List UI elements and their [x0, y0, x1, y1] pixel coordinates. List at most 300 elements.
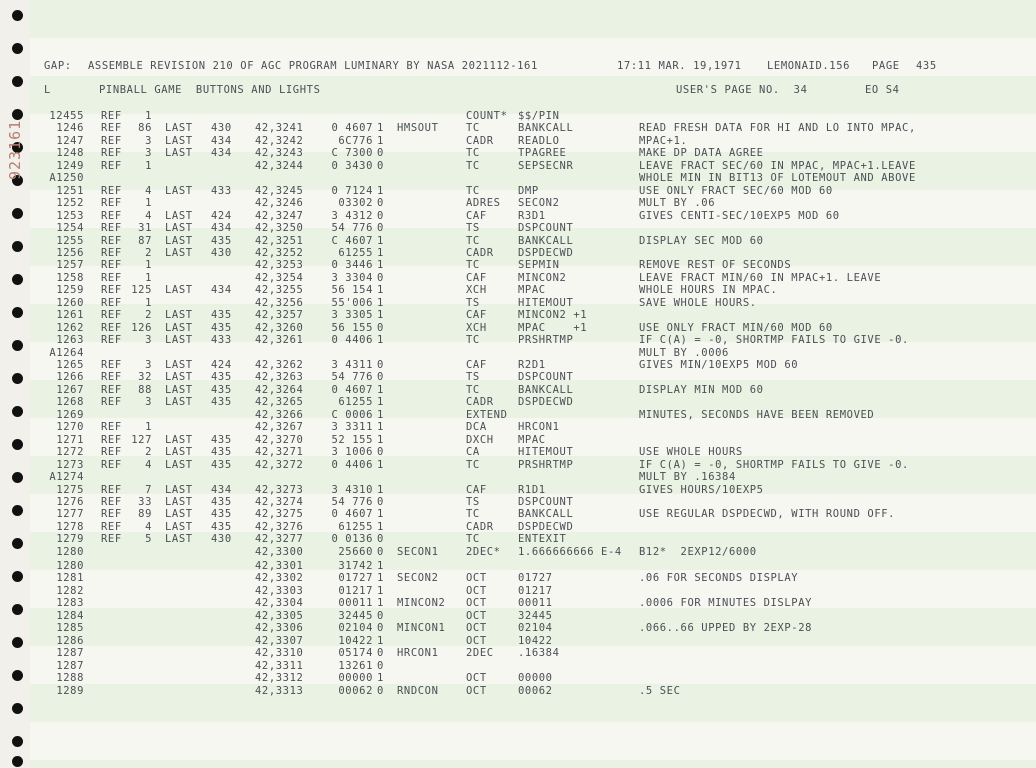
row-last-marker: LAST	[165, 134, 193, 147]
row-opcode: TC	[466, 458, 480, 471]
row-address: 42,3241	[255, 122, 304, 135]
row-comment: READ FRESH DATA FOR HI AND LO INTO MPAC,	[639, 122, 916, 135]
row-line-number: 1256	[56, 246, 84, 259]
row-opcode: OCT	[466, 597, 487, 610]
row-address: 42,3276	[255, 520, 304, 533]
row-parity-flag: 1	[377, 508, 384, 521]
row-parity-flag: 0	[377, 545, 384, 558]
row-line-number: 1246	[56, 122, 84, 135]
row-comment: GIVES MIN/10EXP5 MOD 60	[639, 359, 799, 371]
row-octal-word: 56 154	[331, 284, 373, 297]
row-comment: USE WHOLE HOURS	[639, 446, 743, 459]
row-line-number: 1280	[56, 545, 84, 558]
row-address: 42,3243	[255, 147, 304, 160]
row-ref-count: 31	[138, 222, 152, 235]
row-last-marker: LAST	[165, 309, 193, 322]
row-line-number: 1275	[56, 483, 84, 496]
row-operand: DMP	[518, 184, 539, 197]
row-last-marker: LAST	[165, 321, 193, 334]
row-ref-marker: REF	[101, 371, 122, 384]
row-ref-count: 127	[131, 433, 152, 446]
row-octal-word: 3 4312	[331, 209, 373, 222]
row-line-number: 1273	[56, 458, 84, 471]
row-comment: WHOLE MIN IN BIT13 OF LOTEMOUT AND ABOVE	[639, 172, 916, 185]
row-ref-marker: REF	[101, 259, 122, 272]
row-octal-word: 0 3430	[331, 159, 373, 172]
row-octal-word: 0 3446	[331, 259, 373, 272]
row-ref-count: 7	[145, 483, 152, 496]
row-ref-marker: REF	[101, 122, 122, 135]
row-octal-word: C 7300	[331, 147, 373, 160]
row-octal-word: 0 7124	[331, 184, 373, 197]
row-line-number: 1258	[56, 271, 84, 284]
row-opcode: OCT	[466, 572, 487, 585]
row-opcode: DCA	[466, 421, 487, 434]
row-address: 42,3307	[255, 634, 304, 647]
row-address: 42,3264	[255, 383, 304, 396]
row-opcode: TC	[466, 147, 480, 160]
row-ref-marker: REF	[101, 433, 122, 446]
row-address: 42,3253	[255, 259, 304, 272]
row-line-number: 1271	[56, 433, 84, 446]
row-address: 42,3242	[255, 134, 304, 147]
row-octal-word: 55'006	[331, 296, 373, 309]
row-operand: DSPCOUNT	[518, 222, 574, 235]
row-address: 42,3271	[255, 446, 304, 459]
row-last-marker: LAST	[165, 396, 193, 409]
row-line-number: 1287	[56, 659, 84, 672]
row-address: 42,3244	[255, 159, 304, 172]
row-octal-word: 52 155	[331, 433, 373, 446]
row-opcode: TC	[466, 334, 480, 347]
row-comment: REMOVE REST OF SECONDS	[639, 259, 792, 272]
row-symbol-label: MINCON1	[397, 622, 446, 635]
row-opcode: XCH	[466, 284, 487, 297]
row-last-marker: LAST	[165, 147, 193, 160]
row-last-page: 435	[211, 495, 232, 508]
row-opcode: CAF	[466, 271, 487, 284]
row-line-number: 1266	[56, 371, 84, 384]
row-ref-marker: REF	[101, 321, 122, 334]
row-comment: LEAVE FRACT SEC/60 IN MPAC, MPAC+1.LEAVE	[639, 159, 916, 172]
punch-hole	[12, 439, 23, 450]
row-operand: $$/PIN	[518, 110, 560, 122]
row-address: 42,3274	[255, 495, 304, 508]
row-comment: USE ONLY FRACT SEC/60 MOD 60	[639, 184, 833, 197]
row-opcode: TC	[466, 234, 480, 247]
row-operand: ENTEXIT	[518, 533, 567, 546]
row-last-page: 430	[211, 246, 232, 259]
row-octal-word: 61255	[338, 246, 373, 259]
row-opcode: ADRES	[466, 197, 501, 210]
row-ref-marker: REF	[101, 495, 122, 508]
section-title: PINBALL GAME BUTTONS AND LIGHTS	[99, 84, 321, 96]
row-line-number: 1261	[56, 309, 84, 322]
row-octal-word: 00062	[338, 684, 373, 697]
row-operand: MPAC	[518, 433, 546, 446]
row-line-number: 1282	[56, 584, 84, 597]
row-last-page: 435	[211, 433, 232, 446]
row-comment: DISPLAY MIN MOD 60	[639, 383, 764, 396]
row-line-number: 1277	[56, 508, 84, 521]
row-ref-marker: REF	[101, 271, 122, 284]
row-comment: B12* 2EXP12/6000	[639, 545, 757, 558]
row-ref-count: 125	[131, 284, 152, 297]
row-last-page: 434	[211, 147, 232, 160]
row-ref-marker: REF	[101, 309, 122, 322]
row-octal-word: 6C776	[338, 134, 373, 147]
row-address: 42,3261	[255, 334, 304, 347]
punch-hole	[12, 274, 23, 285]
row-opcode: TS	[466, 495, 480, 508]
row-ref-marker: REF	[101, 483, 122, 496]
row-comment: DISPLAY SEC MOD 60	[639, 234, 764, 247]
row-opcode: CAF	[466, 483, 487, 496]
row-last-page: 430	[211, 122, 232, 135]
row-opcode: DXCH	[466, 433, 494, 446]
row-parity-flag: 1	[377, 246, 384, 259]
row-operand: R3D1	[518, 209, 546, 222]
row-last-page: 435	[211, 321, 232, 334]
row-operand: PRSHRTMP	[518, 458, 574, 471]
row-last-marker: LAST	[165, 533, 193, 546]
row-address: 42,3265	[255, 396, 304, 409]
row-octal-word: 01727	[338, 572, 373, 585]
row-operand: 02104	[518, 622, 553, 635]
row-opcode: TC	[466, 383, 480, 396]
row-comment: GIVES CENTI-SEC/10EXP5 MOD 60	[639, 209, 840, 222]
header-title: ASSEMBLE REVISION 210 OF AGC PROGRAM LUMINARY BY NASA 2021112-161	[88, 60, 538, 72]
row-last-marker: LAST	[165, 520, 193, 533]
row-parity-flag: 1	[377, 383, 384, 396]
row-ref-count: 3	[145, 334, 152, 347]
row-opcode: CAF	[466, 309, 487, 322]
row-address: 42,3262	[255, 359, 304, 371]
row-ref-count: 4	[145, 520, 152, 533]
row-parity-flag: 0	[377, 359, 384, 371]
row-address: 42,3305	[255, 609, 304, 622]
row-octal-word: 3 4311	[331, 359, 373, 371]
row-operand: R2D1	[518, 359, 546, 371]
row-parity-flag: 1	[377, 309, 384, 322]
row-opcode: CAF	[466, 359, 487, 371]
row-symbol-label: HRCON1	[397, 647, 439, 660]
row-comment: MULT BY .16384	[639, 471, 736, 484]
row-octal-word: 3 3305	[331, 309, 373, 322]
row-line-number: 1255	[56, 234, 84, 247]
row-operand: TPAGREE	[518, 147, 567, 160]
row-address: 42,3254	[255, 271, 304, 284]
row-last-page: 434	[211, 134, 232, 147]
row-last-page: 435	[211, 520, 232, 533]
row-octal-word: 13261	[338, 659, 373, 672]
row-ref-count: 126	[131, 321, 152, 334]
row-ref-count: 2	[145, 309, 152, 322]
row-octal-word: 05174	[338, 647, 373, 660]
row-last-page: 435	[211, 234, 232, 247]
row-last-marker: LAST	[165, 495, 193, 508]
row-last-page: 435	[211, 458, 232, 471]
row-address: 42,3257	[255, 309, 304, 322]
row-last-page: 435	[211, 446, 232, 459]
row-parity-flag: 1	[377, 122, 384, 135]
row-ref-marker: REF	[101, 222, 122, 235]
row-parity-flag: 1	[377, 672, 384, 685]
row-opcode: EXTEND	[466, 408, 508, 421]
row-last-marker: LAST	[165, 359, 193, 371]
row-address: 42,3302	[255, 572, 304, 585]
row-parity-flag: 0	[377, 271, 384, 284]
row-line-number: 1283	[56, 597, 84, 610]
row-octal-word: 0 0136	[331, 533, 373, 546]
row-octal-word: 61255	[338, 520, 373, 533]
row-octal-word: 00011	[338, 597, 373, 610]
row-parity-flag: 0	[377, 533, 384, 546]
row-line-number: 1262	[56, 321, 84, 334]
row-comment: USE REGULAR DSPDECWD, WITH ROUND OFF.	[639, 508, 896, 521]
row-parity-flag: 0	[377, 622, 384, 635]
row-ref-count: 1	[145, 271, 152, 284]
row-line-number: 1259	[56, 284, 84, 297]
row-operand: 00000	[518, 672, 553, 685]
row-opcode: TS	[466, 222, 480, 235]
row-parity-flag: 0	[377, 222, 384, 235]
row-line-number: 1269	[56, 408, 84, 421]
row-comment: USE ONLY FRACT MIN/60 MOD 60	[639, 321, 833, 334]
row-octal-word: C 4607	[331, 234, 373, 247]
row-operand: MINCON2 +1	[518, 309, 588, 322]
row-parity-flag: 0	[377, 684, 384, 697]
row-last-page: 435	[211, 371, 232, 384]
row-line-number: 1248	[56, 147, 84, 160]
row-ref-count: 1	[145, 159, 152, 172]
row-address: 42,3252	[255, 246, 304, 259]
subheader-left: L	[44, 84, 51, 96]
row-last-page: 435	[211, 383, 232, 396]
row-line-number: 1265	[56, 359, 84, 371]
row-parity-flag: 0	[377, 209, 384, 222]
row-ref-count: 4	[145, 458, 152, 471]
row-ref-marker: REF	[101, 147, 122, 160]
row-comment: MPAC+1.	[639, 134, 688, 147]
row-ref-count: 1	[145, 259, 152, 272]
row-address: 42,3301	[255, 560, 304, 572]
row-octal-word: 3 1006	[331, 446, 373, 459]
row-octal-word: 3 3304	[331, 271, 373, 284]
row-last-page: 435	[211, 508, 232, 521]
row-address: 42,3245	[255, 184, 304, 197]
row-line-number: 1278	[56, 520, 84, 533]
row-opcode: 2DEC	[466, 647, 494, 660]
row-line-number: 1268	[56, 396, 84, 409]
row-operand: HRCON1	[518, 421, 560, 434]
row-ref-count: 1	[145, 296, 152, 309]
row-operand: 10422	[518, 634, 553, 647]
row-opcode: TS	[466, 296, 480, 309]
row-parity-flag: 0	[377, 147, 384, 160]
row-ref-marker: REF	[101, 197, 122, 210]
punch-hole	[12, 340, 23, 351]
row-last-marker: LAST	[165, 446, 193, 459]
row-line-number: 1247	[56, 134, 84, 147]
row-operand: R1D1	[518, 483, 546, 496]
row-opcode: TC	[466, 259, 480, 272]
row-line-number: 1287	[56, 647, 84, 660]
row-ref-count: 5	[145, 533, 152, 546]
row-octal-word: 61255	[338, 396, 373, 409]
row-address: 42,3273	[255, 483, 304, 496]
row-last-page: 430	[211, 533, 232, 546]
row-parity-flag: 1	[377, 584, 384, 597]
row-parity-flag: 1	[377, 296, 384, 309]
row-comment: WHOLE HOURS IN MPAC.	[639, 284, 778, 297]
row-parity-flag: 1	[377, 520, 384, 533]
row-ref-marker: REF	[101, 296, 122, 309]
row-octal-word: 54 776	[331, 222, 373, 235]
row-last-marker: LAST	[165, 184, 193, 197]
row-ref-marker: REF	[101, 383, 122, 396]
row-opcode: XCH	[466, 321, 487, 334]
row-last-page: 434	[211, 483, 232, 496]
row-line-number: 1272	[56, 446, 84, 459]
row-line-number: 1289	[56, 684, 84, 697]
row-parity-flag: 0	[377, 371, 384, 384]
row-last-marker: LAST	[165, 209, 193, 222]
row-line-number: A1250	[49, 172, 84, 185]
row-comment: .066..66 UPPED BY 2EXP-28	[639, 622, 813, 635]
row-comment: MAKE DP DATA AGREE	[639, 147, 764, 160]
row-operand: HITEMOUT	[518, 296, 574, 309]
row-last-marker: LAST	[165, 122, 193, 135]
row-ref-count: 88	[138, 383, 152, 396]
row-last-marker: LAST	[165, 234, 193, 247]
row-last-page: 434	[211, 222, 232, 235]
row-ref-count: 32	[138, 371, 152, 384]
punch-hole	[12, 604, 23, 615]
row-octal-word: C 0006	[331, 408, 373, 421]
row-address: 42,3266	[255, 408, 304, 421]
users-page-number: USER'S PAGE NO. 34	[676, 84, 808, 96]
punch-hole	[12, 10, 23, 21]
row-last-page: 424	[211, 209, 232, 222]
row-opcode: TC	[466, 122, 480, 135]
margin-stamp: 923161	[6, 119, 24, 180]
row-operand: DSPDECWD	[518, 396, 574, 409]
row-symbol-label: MINCON2	[397, 597, 446, 610]
row-parity-flag: 0	[377, 446, 384, 459]
row-symbol-label: SECON2	[397, 572, 439, 585]
punch-hole	[12, 538, 23, 549]
row-ref-count: 33	[138, 495, 152, 508]
header-page-label: PAGE	[872, 60, 900, 72]
row-address: 42,3304	[255, 597, 304, 610]
row-ref-marker: REF	[101, 234, 122, 247]
row-line-number: 1251	[56, 184, 84, 197]
row-operand: SECON2	[518, 197, 560, 210]
row-address: 42,3255	[255, 284, 304, 297]
eo-marker: EO S4	[865, 84, 900, 96]
row-parity-flag: 0	[377, 647, 384, 660]
punch-hole	[12, 505, 23, 516]
row-parity-flag: 1	[377, 334, 384, 347]
row-ref-count: 3	[145, 134, 152, 147]
row-ref-marker: REF	[101, 184, 122, 197]
row-ref-marker: REF	[101, 134, 122, 147]
punch-hole	[12, 670, 23, 681]
row-opcode: TS	[466, 371, 480, 384]
row-parity-flag: 1	[377, 421, 384, 434]
row-line-number: A1274	[49, 471, 84, 484]
row-opcode: CAF	[466, 209, 487, 222]
row-last-page: 435	[211, 309, 232, 322]
row-octal-word: 0 4406	[331, 334, 373, 347]
row-octal-word: 3 3311	[331, 421, 373, 434]
row-last-marker: LAST	[165, 334, 193, 347]
row-ref-marker: REF	[101, 533, 122, 546]
row-operand: MPAC	[518, 284, 546, 297]
row-line-number: A1264	[49, 346, 84, 359]
row-operand: SEPMIN	[518, 259, 560, 272]
row-operand: 01217	[518, 584, 553, 597]
row-opcode: 2DEC*	[466, 545, 501, 558]
punch-hole	[12, 109, 23, 120]
row-opcode: CADR	[466, 520, 494, 533]
punch-hole	[12, 571, 23, 582]
header-user: LEMONAID.156	[767, 60, 851, 72]
row-parity-flag: 1	[377, 184, 384, 197]
punch-hole	[12, 208, 23, 219]
row-address: 42,3300	[255, 545, 304, 558]
row-ref-marker: REF	[101, 246, 122, 259]
row-ref-count: 1	[145, 110, 152, 122]
row-comment: IF C(A) = -0, SHORTMP FAILS TO GIVE -0.	[639, 458, 909, 471]
row-octal-word: 02104	[338, 622, 373, 635]
row-parity-flag: 0	[377, 495, 384, 508]
row-octal-word: 03302	[338, 197, 373, 210]
row-operand: SEPSECNR	[518, 159, 574, 172]
row-last-marker: LAST	[165, 246, 193, 259]
row-address: 42,3250	[255, 222, 304, 235]
row-last-page: 424	[211, 359, 232, 371]
row-parity-flag: 1	[377, 234, 384, 247]
row-opcode: TC	[466, 184, 480, 197]
row-ref-marker: REF	[101, 520, 122, 533]
row-octal-word: 00000	[338, 672, 373, 685]
row-line-number: 12455	[49, 110, 84, 122]
row-last-page: 433	[211, 334, 232, 347]
row-parity-flag: 1	[377, 634, 384, 647]
row-comment: .0006 FOR MINUTES DISLPAY	[639, 597, 813, 610]
row-line-number: 1285	[56, 622, 84, 635]
row-address: 42,3270	[255, 433, 304, 446]
row-symbol-label: SECON1	[397, 545, 439, 558]
row-address: 42,3267	[255, 421, 304, 434]
row-operand: PRSHRTMP	[518, 334, 574, 347]
row-ref-marker: REF	[101, 508, 122, 521]
row-ref-count: 89	[138, 508, 152, 521]
row-ref-count: 87	[138, 234, 152, 247]
row-symbol-label: HMSOUT	[397, 122, 439, 135]
row-last-marker: LAST	[165, 383, 193, 396]
row-parity-flag: 0	[377, 197, 384, 210]
row-last-marker: LAST	[165, 433, 193, 446]
row-last-page: 435	[211, 396, 232, 409]
row-octal-word: 3 4310	[331, 483, 373, 496]
row-line-number: 1267	[56, 383, 84, 396]
row-operand: .16384	[518, 647, 560, 660]
row-operand: DSPCOUNT	[518, 371, 574, 384]
row-line-number: 1276	[56, 495, 84, 508]
